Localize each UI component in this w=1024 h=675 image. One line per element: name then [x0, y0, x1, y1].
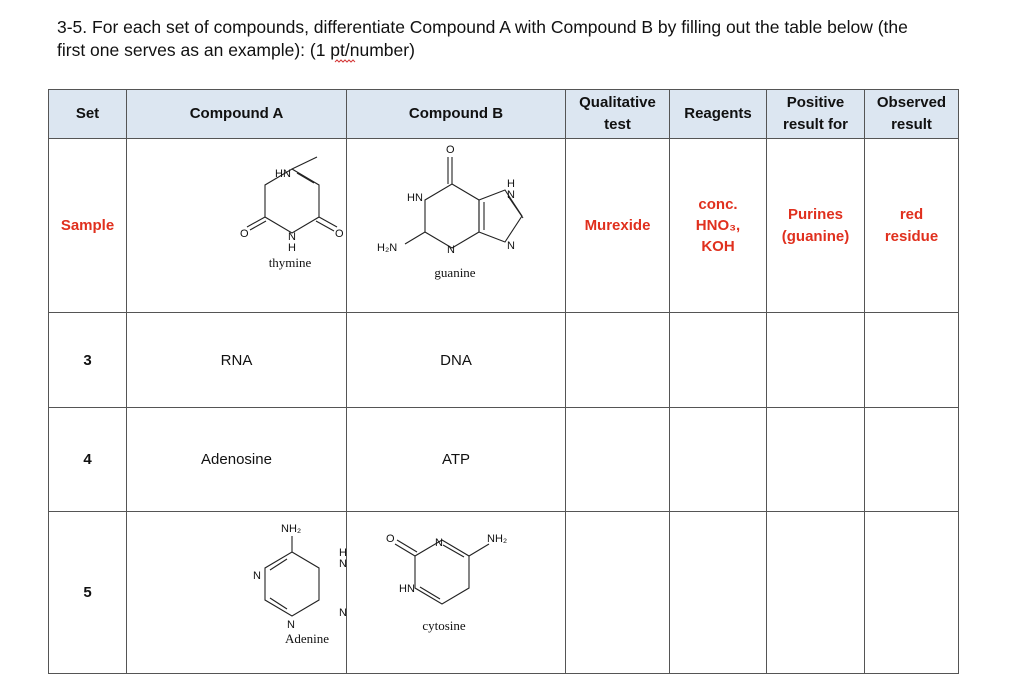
guanine-o: O	[446, 144, 455, 156]
adenine-h: H	[339, 547, 347, 559]
cell-test-sample	[566, 139, 670, 313]
cell-positive-3[interactable]	[767, 313, 865, 408]
header-positive-result: Positive result for	[767, 90, 865, 139]
cell-test-5[interactable]	[566, 512, 670, 674]
cell-compound-a-4: Adenosine	[127, 408, 347, 512]
thymine-o1: O	[240, 228, 249, 240]
cell-compound-b-5	[347, 512, 566, 674]
cell-compound-a-5	[127, 512, 347, 674]
adenine-n2: N	[287, 619, 295, 631]
cell-compound-b-sample	[347, 139, 566, 313]
adenine-n4: N	[339, 607, 347, 619]
guanine-h: H	[507, 178, 515, 190]
cell-test-4[interactable]	[566, 408, 670, 512]
cell-observed-sample	[865, 139, 959, 313]
adenine-caption: Adenine	[284, 631, 330, 646]
question-text	[57, 16, 977, 62]
guanine-hn: HN	[407, 192, 423, 204]
guanine-h2n: H₂N	[377, 242, 398, 254]
thymine-n: N	[288, 231, 296, 243]
observed-line-1: red	[899, 205, 924, 223]
set-4-label: 4	[83, 451, 92, 468]
spellcheck-squiggle	[335, 59, 357, 64]
header-qualitative-test: Qualitative test	[566, 90, 670, 139]
cell-set-3	[49, 313, 127, 408]
reagents-line-2: HNO₃,	[695, 217, 741, 234]
adenine-nh2: NH₂	[281, 523, 302, 535]
cytosine-n: N	[435, 537, 443, 549]
guanine-structure	[347, 139, 565, 308]
cell-positive-5[interactable]	[767, 512, 865, 674]
set-sample-label: Sample	[60, 217, 115, 234]
cytosine-hn: HN	[399, 583, 415, 595]
question-line-1: 3-5. For each set of compounds, differentiate Compound A with Compound B by filling out the table below (the	[57, 17, 908, 37]
cytosine-nh2: NH₂	[487, 533, 508, 545]
thymine-hn: HN	[275, 168, 291, 180]
positive-line-1: Purines	[787, 205, 844, 223]
table-header-row	[49, 90, 959, 139]
cell-set-4	[49, 408, 127, 512]
positive-line-2: (guanine)	[781, 227, 850, 245]
cell-compound-a-sample	[127, 139, 347, 313]
guanine-n3: N	[507, 240, 515, 252]
guanine-caption: guanine	[434, 265, 476, 280]
cell-compound-b-4: ATP	[347, 408, 566, 512]
guanine-n2: N	[507, 189, 515, 201]
adenine-n3: N	[339, 558, 347, 570]
set-3-label: 3	[83, 351, 92, 369]
cell-set-sample	[49, 139, 127, 313]
cell-observed-5[interactable]	[865, 512, 959, 674]
header-reagents: Reagents	[670, 90, 767, 139]
reagents-line-1: conc.	[698, 196, 738, 213]
header-compound-a: Compound A	[127, 90, 347, 139]
comparison-table	[48, 89, 959, 674]
cytosine-structure	[347, 512, 565, 669]
question-line-2-text: first one serves as an example): (1 pt/number)	[57, 40, 415, 60]
cell-reagents-sample	[670, 139, 767, 313]
cell-test-3[interactable]	[566, 313, 670, 408]
question-line-2	[57, 39, 977, 62]
cell-positive-4[interactable]	[767, 408, 865, 512]
adenine-n1: N	[253, 570, 261, 582]
observed-line-2: residue	[884, 227, 939, 245]
cell-reagents-5[interactable]	[670, 512, 767, 674]
table-row-4	[49, 408, 959, 512]
set-5-label: 5	[83, 584, 92, 601]
thymine-caption: thymine	[268, 255, 312, 270]
cell-reagents-3[interactable]	[670, 313, 767, 408]
cell-compound-b-3: DNA	[347, 313, 566, 408]
guanine-n1: N	[447, 244, 455, 256]
table-row-sample	[49, 139, 959, 313]
cell-observed-3[interactable]	[865, 313, 959, 408]
header-set: Set	[49, 90, 127, 139]
cell-reagents-4[interactable]	[670, 408, 767, 512]
header-observed-result: Observed result	[865, 90, 959, 139]
header-compound-b: Compound B	[347, 90, 566, 139]
cytosine-caption: cytosine	[422, 618, 466, 633]
cell-observed-4[interactable]	[865, 408, 959, 512]
cell-compound-a-3: RNA	[127, 313, 347, 408]
thymine-structure	[127, 139, 346, 308]
thymine-h: H	[288, 242, 296, 254]
thymine-o2: O	[335, 228, 344, 240]
test-sample: Murexide	[584, 217, 651, 234]
adenine-structure	[127, 512, 346, 669]
cell-positive-sample	[767, 139, 865, 313]
table-row-5	[49, 512, 959, 674]
cell-set-5	[49, 512, 127, 674]
cytosine-o: O	[386, 533, 395, 545]
reagents-line-3: KOH	[701, 238, 735, 255]
table-row-3	[49, 313, 959, 408]
